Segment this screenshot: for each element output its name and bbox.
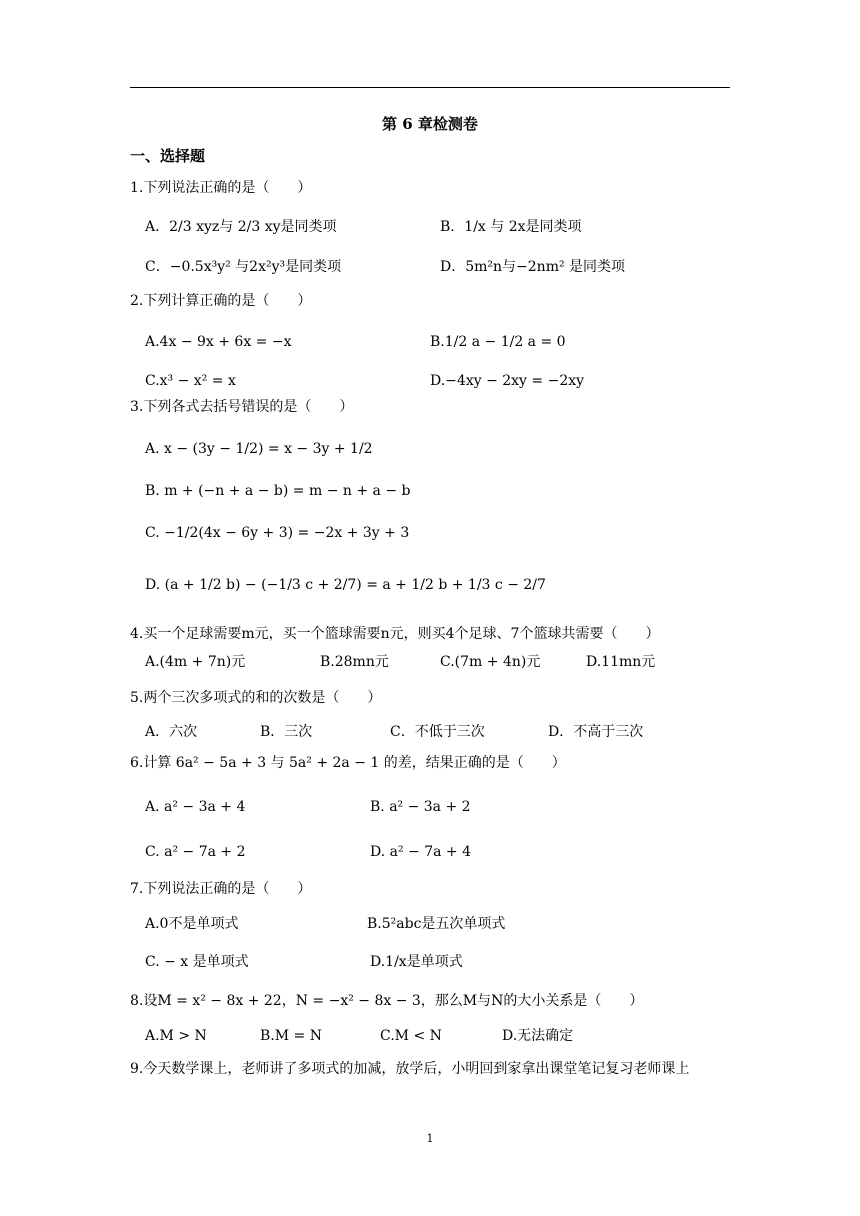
question-5: 5.两个三次多项式的和的次数是（ ） bbox=[130, 690, 382, 706]
q7-option-d: D.1/x是单项式 bbox=[370, 954, 463, 970]
q5-option-a: A．六次 bbox=[145, 724, 198, 740]
page-number: 1 bbox=[426, 1132, 434, 1145]
question-4: 4.买一个足球需要m元，买一个篮球需要n元，则买4个足球、7个篮球共需要（ ） bbox=[130, 626, 660, 642]
q6-option-a: A. a² − 3a + 4 bbox=[145, 799, 246, 815]
q2-option-a: A.4x − 9x + 6x = −x bbox=[145, 334, 292, 350]
q2-option-d: D.−4xy − 2xy = −2xy bbox=[430, 373, 585, 389]
q6-option-b: B. a² − 3a + 2 bbox=[370, 799, 471, 815]
q3-option-c: C. −1/2(4x − 6y + 3) = −2x + 3y + 3 bbox=[145, 525, 410, 541]
q4-option-a: A.(4m + 7n)元 bbox=[145, 654, 246, 670]
question-3: 3.下列各式去括号错误的是（ ） bbox=[130, 399, 354, 415]
q3-option-d: D. (a + 1/2 b) − (−1/3 c + 2/7) = a + 1/2 b + 1/3 c − 2/7 bbox=[145, 577, 546, 593]
q1-option-b: B．1/x 与 2x是同类项 bbox=[440, 219, 582, 235]
q4-option-b: B.28mn元 bbox=[320, 654, 389, 670]
q1-option-a: A．2/3 xyz与 2/3 xy是同类项 bbox=[145, 219, 337, 235]
q7-option-a: A.0不是单项式 bbox=[145, 916, 239, 932]
question-7: 7.下列说法正确的是（ ） bbox=[130, 881, 312, 897]
q5-option-c: C．不低于三次 bbox=[390, 724, 485, 740]
q5-option-d: D．不高于三次 bbox=[548, 724, 644, 740]
q4-option-d: D.11mn元 bbox=[586, 654, 656, 670]
q8-option-d: D.无法确定 bbox=[502, 1028, 574, 1044]
question-8: 8.设M = x² − 8x + 22，N = −x² − 8x − 3，那么M与N的大小关系是（ ） bbox=[130, 993, 644, 1009]
question-2: 2.下列计算正确的是（ ） bbox=[130, 293, 312, 309]
q7-option-c: C. − x 是单项式 bbox=[145, 954, 249, 970]
q6-option-d: D. a² − 7a + 4 bbox=[370, 844, 472, 860]
section-heading: 一、选择题 bbox=[130, 147, 206, 165]
q8-option-b: B.M = N bbox=[260, 1028, 322, 1044]
q2-option-c: C.x³ − x² = x bbox=[145, 373, 236, 389]
q2-option-b: B.1/2 a − 1/2 a = 0 bbox=[430, 334, 566, 350]
page-title: 第 6 章检测卷 bbox=[382, 115, 478, 133]
q8-option-c: C.M < N bbox=[380, 1028, 442, 1044]
question-9: 9.今天数学课上，老师讲了多项式的加减，放学后，小明回到家拿出课堂笔记复习老师课上 bbox=[130, 1061, 690, 1077]
q1-option-c: C．−0.5x³y² 与2x²y³是同类项 bbox=[145, 259, 342, 275]
header-rule bbox=[130, 87, 730, 88]
q7-option-b: B.5²abc是五次单项式 bbox=[367, 916, 506, 932]
q1-option-d: D．5m²n与−2nm² 是同类项 bbox=[440, 259, 626, 275]
q5-option-b: B．三次 bbox=[260, 724, 313, 740]
q3-option-b: B. m + (−n + a − b) = m − n + a − b bbox=[145, 483, 411, 499]
q6-option-c: C. a² − 7a + 2 bbox=[145, 844, 246, 860]
q8-option-a: A.M > N bbox=[145, 1028, 207, 1044]
question-1: 1.下列说法正确的是（ ） bbox=[130, 180, 312, 196]
q3-option-a: A. x − (3y − 1/2) = x − 3y + 1/2 bbox=[145, 441, 373, 457]
q4-option-c: C.(7m + 4n)元 bbox=[440, 654, 541, 670]
question-6: 6.计算 6a² − 5a + 3 与 5a² + 2a − 1 的差，结果正确的是（ ） bbox=[130, 755, 566, 771]
